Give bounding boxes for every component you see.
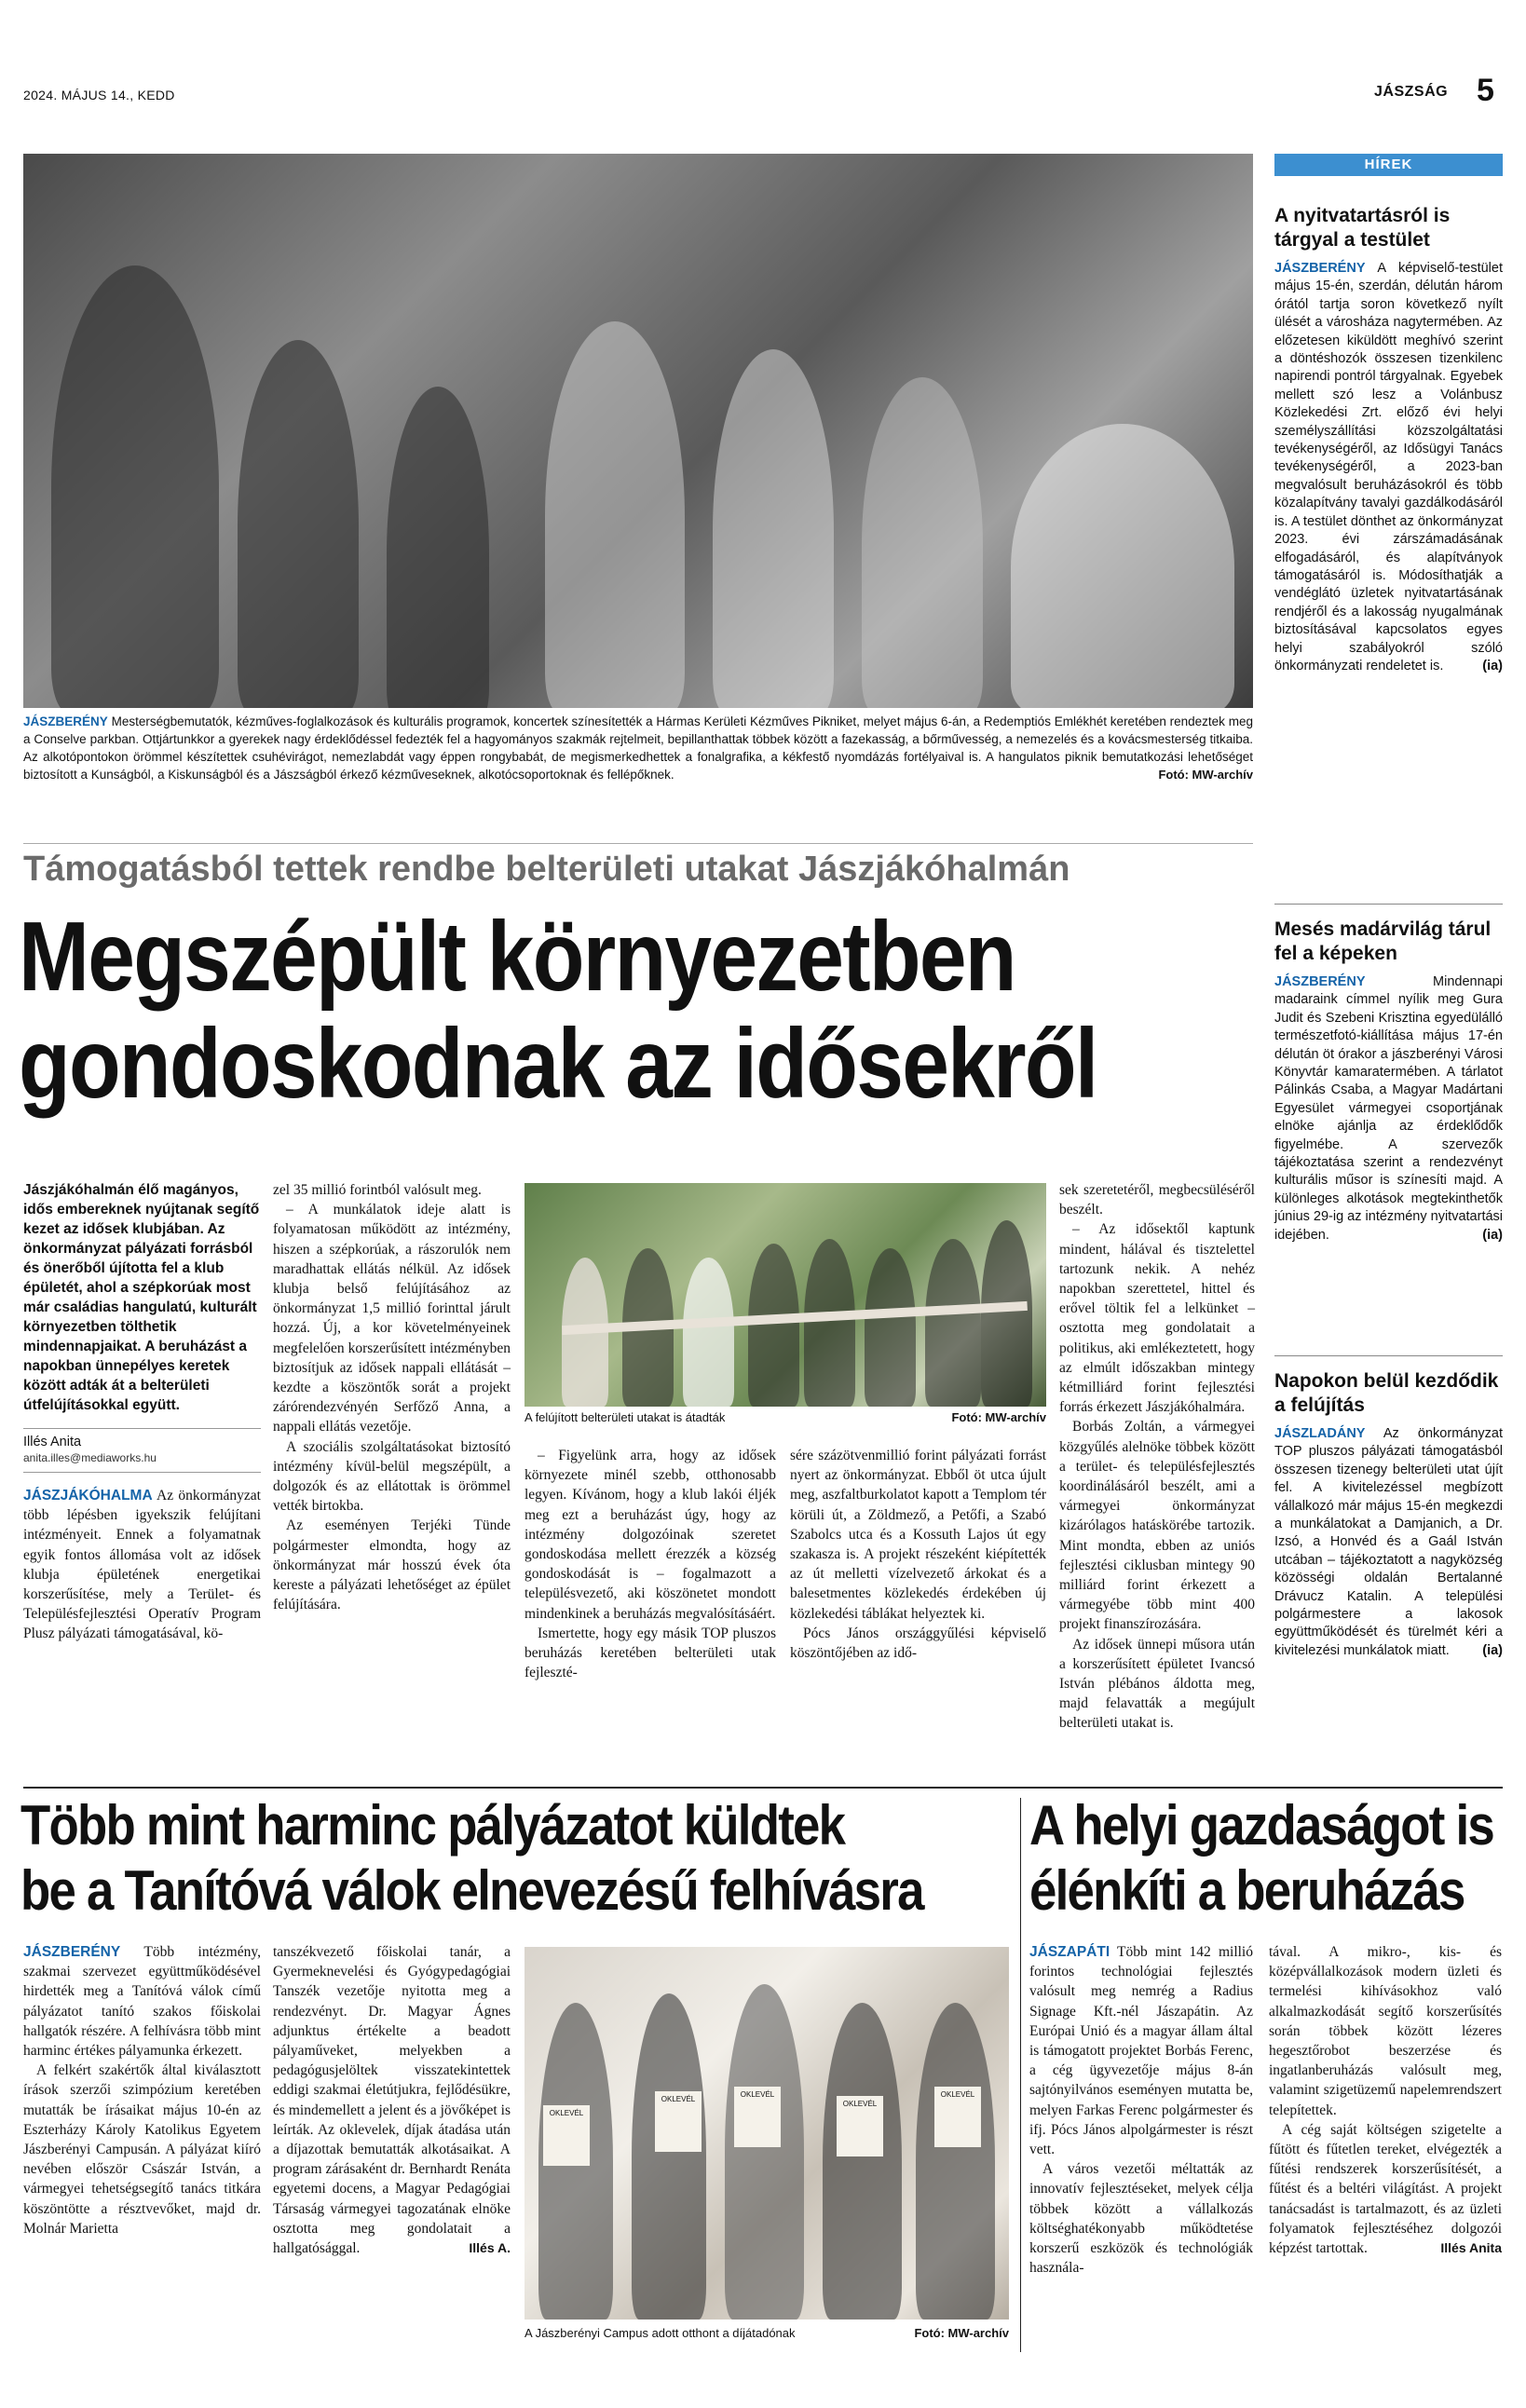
paragraph: Több intézmény, szakmai szervezet együttműködésével hirdették meg a Tanítóvá válok című pályázatot tanító szakos főiskolai hallgatók részére. A felhívásra több mint harminc értékes pályamunka érkezett. <box>23 1944 261 2060</box>
sidebar-item-location: JÁSZBERÉNY <box>1274 974 1366 989</box>
main-photo-credit: Fotó: MW-archív <box>951 1410 1046 1424</box>
paragraph: Ismertette, hogy egy másik TOP pluszos beruházás keretében belterületi utak fejleszté- <box>525 1625 776 1681</box>
certificate: OKLEVÉL <box>734 2087 781 2147</box>
top-photo <box>23 154 1253 708</box>
certificate: OKLEVÉL <box>934 2087 981 2147</box>
sidebar-item-text: Az önkormányzat TOP pluszos pályázati támogatásból összesen tizenegy belterületi utat újít fel. A kivitelezéssel megbízott vállalkozó már május 15-én megkezdi a munkálatokat a Damjanich, a Dr. Izsó, a Honvéd és a Gaál István utcában – tájékoztatott a nagyközség közösségi oldalán Bertalanné Drávucz Katalin. A települési polgármestere a lakosok együttműködését és türelmét kéri a kivitelezési munkálatok miatt. <box>1274 1426 1503 1658</box>
article3-author: Illés Anita <box>1440 2240 1502 2256</box>
paragraph: sek szeretetéről, megbecsüléséről beszélt. <box>1059 1182 1255 1218</box>
paragraph: tával. A mikro-, kis- és középvállalkozások modern üzleti és termelési kihívásokhoz való alkalmazkodását segítő korszerűsítés során többek között lézeres hegesztőrobot beszerzése és ingatlanberuházás valósult meg, valamint szigetüzemű napelemrendszert telepítettek. <box>1269 1944 1502 2118</box>
paragraph: – Figyelünk arra, hogy az idősek környezete minél szebb, otthonosabb legyen. Kívánom, hogy a klub lakói éljék meg ezt a beruházást úgy, hogy az intézmény dolgozóinak szeretet gondoskodása mellett érezzék a község gondoskodását is – fogalmazott a településvezető, aki köszönetet mondott mindenkinek a beruházás megvalósításáért. <box>525 1448 776 1622</box>
paragraph: sére százötvenmillió forint pályázati forrást nyert az önkormányzat. Ebből öt utca újult meg, aszfaltburkolatot kapott a Templom tér körüli út, a Zöldmező, a Petőfi, a Szabó Szabolcs utca és a Kossuth Lajos út egy szakasza is. A projekt részeként kiépítették az út melletti vízelvezető árkokat és a balesetmentes közlekedés érdekében új közlekedési táblákat helyeztek ki. <box>790 1448 1046 1622</box>
top-photo-credit: Fotó: MW-archív <box>1158 768 1253 782</box>
paragraph: tanszékvezető főiskolai tanár, a Gyermeknevelési és Gyógypedagógiai Tanszék vezetője nyitotta meg a rendezvényt. Dr. Magyar Ágnes adjunktus értékelte a beadott pályaműveket, melyekben a pedagógusjelöltek visszatekintettek eddigi szakmai életútjukra, fejlődésükre, és mindemellett a jelent és a jövőképet is leírták. Az oklevelek, díjak átadása után a díjazottak bemutatták alkotásaikat. A program zárásaként dr. Bernhardt Renáta egyetemi docens, a Magyar Pedagógiai Társaság vármegyei tagozatának elnöke osztotta meg gondolatait a hallgatósággal. <box>273 1944 511 2257</box>
sidebar-item <box>1274 918 1503 1245</box>
page-number: 5 <box>1477 73 1494 108</box>
certificate: OKLEVÉL <box>837 2096 883 2156</box>
article2-headline-line1: Több mint harminc pályázatot küldtek <box>20 1794 845 1857</box>
main-photo-caption: A felújított belterületi utakat is átadták <box>525 1410 726 1424</box>
sidebar-item-title: Mesés madárvilág tárul fel a képeken <box>1274 918 1492 964</box>
top-photo-caption <box>23 713 1253 783</box>
article3-headline-line1: A helyi gazdaságot is <box>1029 1794 1494 1857</box>
paragraph: Pócs János országgyűlési képviselő köszöntőjében az idő- <box>790 1625 1046 1662</box>
sidebar-item-text: Mindennapi madaraink címmel nyílik meg Gura Judit és Szebeni Krisztina egyedülálló természetfotó-kiállítása május 17-én délután öt órakor a jászberényi Városi Könyvtár kamaratermében. A tárlatot Pálinkás Csaba, a Magyar Madártani Egyesület vármegyei csoportjának elnöke ajánlja az érdeklődők figyelmébe. A szervezők tájékoztatása szerint a rendezvényt kulturális műsor is színesíti majd. A különleges alkotások megtekinthetők június 29-ig az intézmény nyitvatartási idejében. <box>1274 974 1504 1243</box>
sidebar-item-location: JÁSZBERÉNY <box>1274 261 1366 276</box>
paragraph: Borbás Zoltán, a vármegyei közgyűlés alelnöke többek között a terület- és településfejlesztés koordinálásáról beszélt, ami a vármegyei önkormányzat kizárólagos hatáskörébe tartozik. Mint mondta, ebben az uniós fejlesztési ciklusban mintegy 90 milliárd forint érkezett a vármegyébe több mint 400 projekt finanszírozására. <box>1059 1419 1255 1633</box>
article3-headline-line2: élénkíti a beruházás <box>1029 1859 1465 1922</box>
main-kicker: Támogatásból tettek rendbe belterületi utakat Jászjákóhalmán <box>23 850 1070 889</box>
paragraph: Az eseményen Terjéki Tünde polgármester elmondta, hogy az önkormányzat már hosszú évek óta kereste a pályázati lehetőséget az épület felújítására. <box>273 1517 511 1613</box>
sidebar-item-title: A nyitvatartásról is tárgyal a testület <box>1274 205 1451 251</box>
sidebar-item-text: A képviselő-testület május 15-én, szerdán, délután három órától tartja soron következő nyílt ülését a városháza nagytermében. Az előzetesen kiküldött meghívó szerint a döntéshozók összesen tizenkilenc napirendi pontról tárgyalnak. Egyebek mellett szó lesz a Volánbusz Közlekedési Zrt. előző évi helyi személyszállítási közszolgáltatási tevékenységéről, az Idősügyi Tanács tevékenységéről, a 2023-ban megvalósult beruházásokról és több közalapítvány tavalyi gazdálkodásáról is. A testület dönthet az önkormányzat 2023. évi zárszámadásának elfogadásáról, és alapítványok támogatásáról is. Módosíthatják a vendéglátó üzletek nyitvatartásának rendjéről és a lakosság nyugalmának biztosításával kapcsolatos egyes helyi szabályokról szóló önkormányzati rendeletet is. <box>1274 261 1503 673</box>
article2-photo-credit: Fotó: MW-archív <box>914 2326 1009 2340</box>
main-col4 <box>790 1446 1046 1663</box>
article2-author: Illés A. <box>469 2240 511 2256</box>
sidebar-label: HÍREK <box>1274 154 1503 176</box>
paragraph: – A munkálatok ideje alatt is folyamatosan működött az intézmény, hiszen a szépkorúak, a rászorulók nem maradhattak ellátás nélkül. Az idősek klubja belső felújításához az önkormányzat 1,5 millió forinttal járult hozzá. Új, a kor követelményeinek megfelelően korszerűsített intézményben biztosítjuk az idősek nappali ellátását – kezdte a köszöntők sorát a projekt zárórendezvényén Serfőző Anna, a nappali ellátás vezetője. <box>273 1202 511 1435</box>
main-col5 <box>1059 1180 1255 1734</box>
sidebar-item-title: Napokon belül kezdődik a felújítás <box>1274 1370 1499 1416</box>
certificate: OKLEVÉL <box>655 2091 702 2152</box>
paragraph: Az idősek ünnepi műsora után a korszerűsített épületet Ivancsó István plébános áldotta meg, majd felavatták a megújult belterületi utakat is. <box>1059 1636 1255 1732</box>
main-headline-line2: gondoskodnak az idősekről <box>19 1009 1097 1119</box>
main-email: anita.illes@mediaworks.hu <box>23 1451 157 1464</box>
article2-location: JÁSZBERÉNY <box>23 1944 121 1960</box>
top-photo-location: JÁSZBERÉNY <box>23 714 108 728</box>
article3-col2 <box>1269 1942 1502 2258</box>
sidebar-item-author: (ia) <box>1482 1642 1503 1658</box>
paragraph: – Az idősektől kaptunk mindent, hálával és tisztelettel tartozunk nekik. A nehéz napokban szerettetel, hittel és erővel töltik fel a lelkünket – osztotta meg gondolatait a politikus, aki emlékeztetett, hogy az elmúlt időszakban mintegy kétmilliárd forint fejlesztési forrás érkezett Jászjákóhalmára. <box>1059 1221 1255 1416</box>
main-headline-line1: Megszépült környezetben <box>19 902 1015 1012</box>
paragraph: Több mint 142 millió forintos technológiai fejlesztés valósult meg nemrég a Radius Signage Kft.-nél Jászapátin. Az Európai Unió és a magyar állam által is támogatott projektet Borbás Ferenc, a cég ügyvezetője május 8-án sajtónyilvános eseményen mutatta be, melyen Farkas Ferenc polgármester és ifj. Pócs János alpolgármester is részt vett. <box>1029 1944 1253 2158</box>
main-author: Illés Anita <box>23 1435 82 1449</box>
sidebar-item <box>1274 1369 1503 1660</box>
paragraph: zel 35 millió forintból valósult meg. <box>273 1182 482 1198</box>
paragraph: A város vezetői méltatták az innovatív fejlesztéseket, melyek célja többek között a vállalkozás költséghatékonyabb működtetése korszerű eszközök és technológiák használa- <box>1029 2161 1253 2277</box>
article2-col1 <box>23 1942 261 2238</box>
sidebar <box>1274 154 1503 1779</box>
sidebar-item-author: (ia) <box>1482 658 1503 673</box>
sidebar-item-author: (ia) <box>1482 1227 1503 1243</box>
main-location: JÁSZJÁKÓHALMA <box>23 1488 153 1503</box>
article2-photo <box>525 1947 1009 2320</box>
main-lead: Jászjákóhalmán élő magányos, idős embereknek nyújtanak segítő kezet az idősek klubjában. Az önkormányzat pályázati forrásból és önerőből újította fel a klub épületét, ahol a szépkorúak most már családias hangulatú, kulturált környezetben tölthetik mindennapjaikat. A beruházást a napokban ünnepélyes keretek között adták át a belterületi útfelújításokkal együtt. <box>23 1182 260 1413</box>
article3-location: JÁSZAPÁTI <box>1029 1944 1110 1960</box>
sidebar-item-location: JÁSZLADÁNY <box>1274 1426 1366 1441</box>
main-col3 <box>525 1446 776 1682</box>
paragraph: A szociális szolgáltatásokat biztosító intézmény kívül-belül megszépült, a dolgozók és az ellátottak is örömmel vették birtokba. <box>273 1438 511 1515</box>
certificate: OKLEVÉL <box>543 2105 590 2166</box>
article2-headline-line2: be a Tanítóvá válok elnevezésű felhívásra <box>20 1859 923 1922</box>
top-photo-caption-text: Mesterségbemutatók, kézműves-foglalkozások és kulturális programok, koncertek színesítették a Hármas Kerületi Kézműves Pikniket, melyet május 6-án, a Redemptiós Emlékhét keretében rendeztek meg a Conselve parkban. Ottjártunkkor a gyerekek nagy érdeklődéssel fedezték fel a hagyományos szakmák rejtelmeit, bepillanthattak többek között a fazekasság, a bőrművesség, a nemezelés és a kovácsmesterség titkaiba. Az alkotópontokon örömmel készítettek csuhévirágot, nemezlabdát vagy éppen rongybabát, de megismerkedhettek a fonalgrafika, a kékfestő nyomdázás fortélyaival is. A hangulatos piknik bemutatkozási lehetőséget biztosított a Kunságból, a Kiskunságból és a Jászságból érkező kézműveseknek, alkotócsoportoknak és fellépőknek. <box>23 714 1253 782</box>
main-photo <box>525 1183 1046 1407</box>
sidebar-item <box>1274 204 1503 675</box>
article3-col1 <box>1029 1942 1253 2278</box>
paragraph: A felkért szakértők által kiválasztott írások szerzői szimpózium keretében mutatták be írásaikat május 10-én az Eszterházy Károly Katolikus Egyetem Jászberényi Campusán. A pályázat kiíró nevében először Császár István, a vármegyei tehetségsegítő tanács titkára köszöntötte a résztvevőket, majd dr. Molnár Marietta <box>23 2062 261 2237</box>
header-section: JÁSZSÁG <box>1374 84 1449 100</box>
header-date: 2024. MÁJUS 14., KEDD <box>23 88 175 102</box>
main-col2 <box>273 1180 511 1614</box>
main-col1-body: Az önkormányzat több lépésben igyekszik felújítani intézményeit. Ennek a folyamatnak egyik fontos állomása volt az idősek klubja épületének energetikai korszerűsítése, mely a Terület- és Településfejlesztési Operatív Program Plusz pályázati támogatásával, kö- <box>23 1488 261 1642</box>
article2-photo-caption: A Jászberényi Campus adott otthont a díjátadónak <box>525 2326 796 2340</box>
article2-col2 <box>273 1942 511 2258</box>
paragraph: A cég saját költségen szigetelte a fűtött és fűtetlen tereket, elvégezték a fűtési rendszerek korszerűsítését, a fűtést és a beltéri világítást. A projekt tanácsadást is tartalmazott, és az üzleti folyamatok fejlesztéséhez dolgozói képzést tartottak. <box>1269 2121 1502 2257</box>
